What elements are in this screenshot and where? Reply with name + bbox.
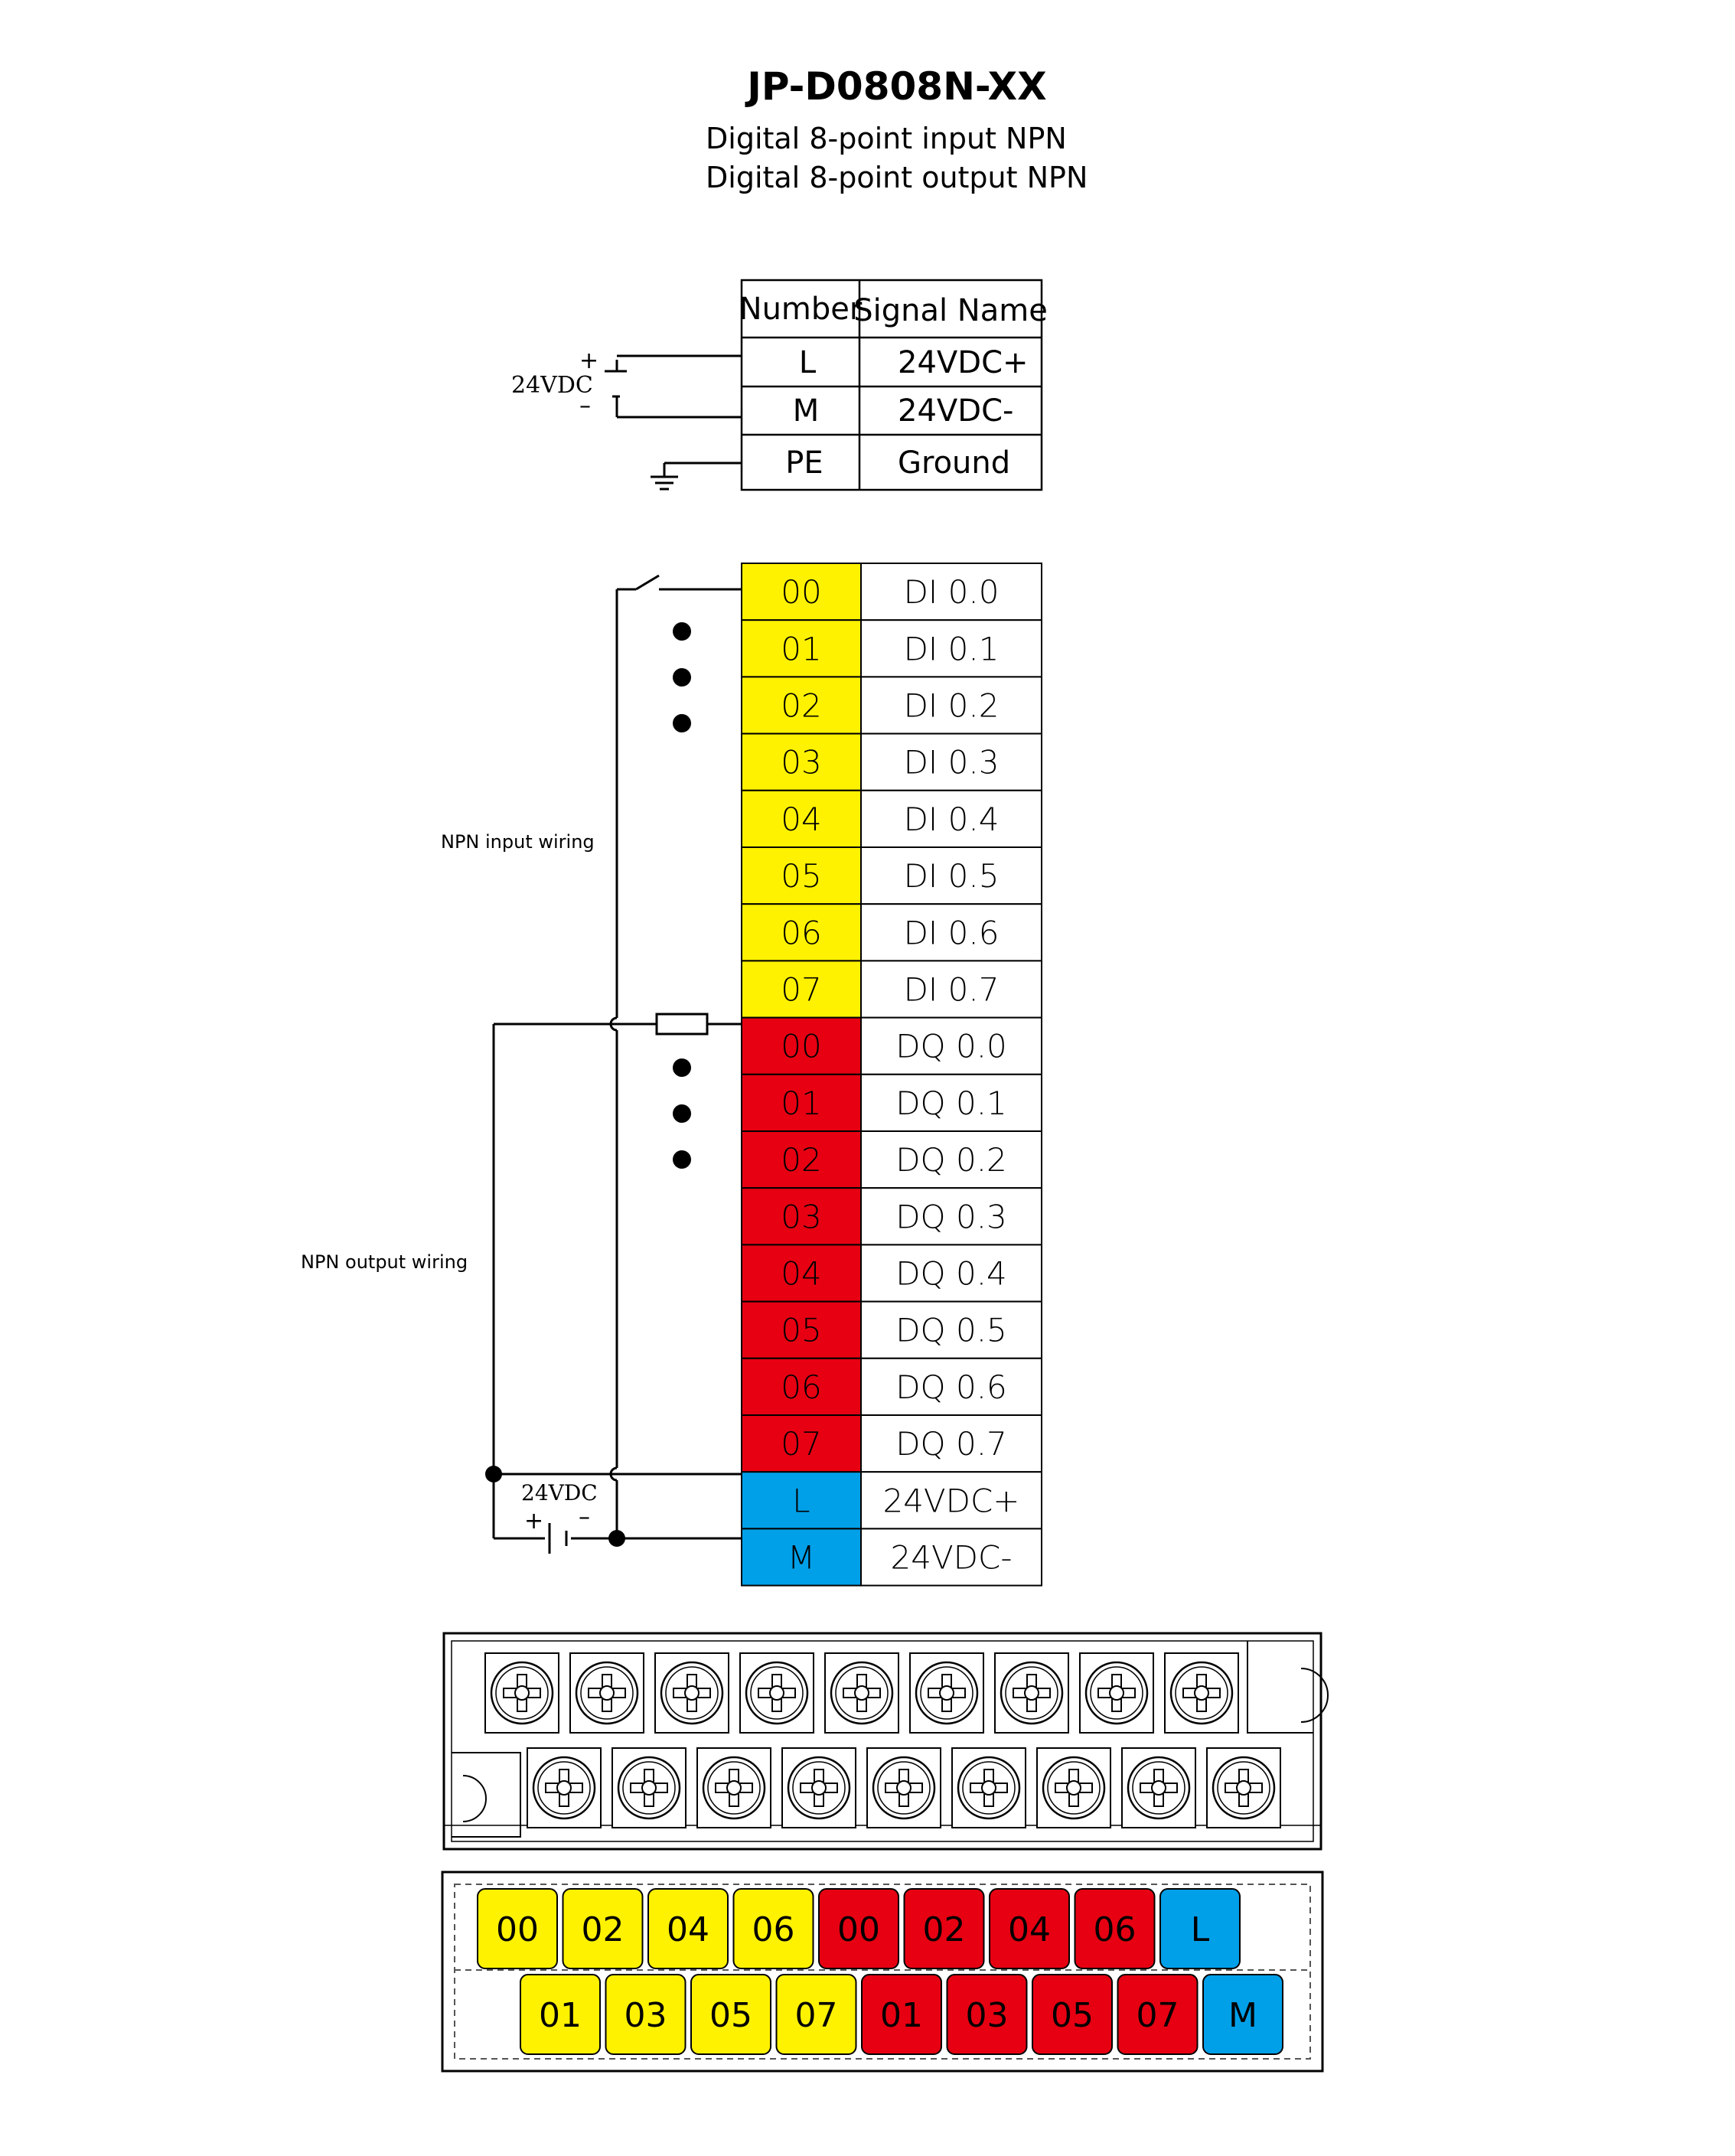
bottom-supply-minus: – xyxy=(579,1504,590,1531)
io-number-input: 05 xyxy=(781,857,822,895)
io-signal-power: 24VDC- xyxy=(890,1538,1013,1577)
io-number-input: 06 xyxy=(781,914,822,952)
io-number-input: 03 xyxy=(781,743,822,781)
label-row-bottom xyxy=(520,1975,1283,2054)
subtitle-input: Digital 8-point input NPN xyxy=(706,122,1067,155)
terminal-block xyxy=(444,1633,1328,1849)
screw-row-top xyxy=(485,1653,1238,1733)
terminal-label-text: 03 xyxy=(965,1996,1009,2035)
io-signal-input: DI 0.5 xyxy=(903,857,1000,895)
label-row-top xyxy=(478,1889,1240,1968)
io-signal-output: DQ 0.1 xyxy=(895,1084,1007,1122)
power-table-number-pe: PE xyxy=(785,445,823,481)
io-table xyxy=(742,563,1042,1586)
screw-terminal-icon xyxy=(1037,1748,1110,1828)
model-title: JP-D0808N-XX xyxy=(747,64,1047,109)
io-number-input: 07 xyxy=(781,970,822,1009)
terminal-label-text: 06 xyxy=(1093,1910,1137,1949)
io-signal-output: DQ 0.6 xyxy=(895,1368,1007,1406)
io-number-output: 06 xyxy=(781,1368,822,1406)
power-table-signal-m: 24VDC- xyxy=(898,393,1014,429)
terminal-label-text: 05 xyxy=(709,1996,752,2035)
io-signal-output: DQ 0.3 xyxy=(895,1198,1007,1236)
screw-terminal-icon xyxy=(612,1748,686,1828)
io-signal-output: DQ 0.4 xyxy=(895,1254,1007,1293)
junction-dot-m xyxy=(608,1530,625,1547)
power-table-signal-l: 24VDC+ xyxy=(898,345,1029,380)
io-signal-input: DI 0.0 xyxy=(903,573,1000,612)
output-ellipsis-dots xyxy=(673,1058,691,1169)
junction-dot-l xyxy=(485,1466,502,1482)
power-table-signal-pe: Ground xyxy=(898,445,1011,481)
screw-terminal-icon xyxy=(1165,1653,1238,1733)
io-number-output: 04 xyxy=(781,1254,822,1293)
io-number-input: 04 xyxy=(781,800,822,838)
terminal-label-text: 07 xyxy=(1136,1996,1179,2035)
terminal-label-text: 01 xyxy=(539,1996,582,2035)
top-supply-plus: + xyxy=(579,347,599,374)
terminal-label-text: 07 xyxy=(794,1996,838,2035)
screw-terminal-icon xyxy=(995,1653,1068,1733)
top-battery-symbol xyxy=(605,356,742,417)
io-number-output: 03 xyxy=(781,1198,822,1236)
terminal-label-text: 02 xyxy=(581,1910,625,1949)
io-number-input: 01 xyxy=(781,630,822,668)
screw-terminal-icon xyxy=(740,1653,814,1733)
power-table-number-l: L xyxy=(798,345,817,380)
terminal-label-text: M xyxy=(1228,1996,1257,2035)
io-signal-input: DI 0.1 xyxy=(903,630,1000,668)
terminal-label-plate xyxy=(442,1872,1322,2071)
npn-input-wiring-label: NPN input wiring xyxy=(441,831,595,853)
io-number-output: 05 xyxy=(781,1311,822,1349)
bottom-supply-label: 24VDC xyxy=(521,1480,598,1505)
bottom-supply-plus: + xyxy=(524,1508,544,1535)
bottom-battery-symbol xyxy=(550,1523,566,1554)
screw-terminal-icon xyxy=(910,1653,983,1733)
io-signal-input: DI 0.3 xyxy=(903,743,1000,781)
terminal-label-text: 01 xyxy=(880,1996,923,2035)
screw-terminal-icon xyxy=(527,1748,601,1828)
screw-terminal-icon xyxy=(655,1653,729,1733)
screw-terminal-icon xyxy=(782,1748,856,1828)
terminal-label-text: L xyxy=(1190,1910,1210,1949)
io-signal-output: DQ 0.7 xyxy=(895,1425,1007,1463)
io-number-power: M xyxy=(787,1538,816,1577)
top-supply-minus: – xyxy=(579,393,591,419)
io-number-power: L xyxy=(792,1482,810,1520)
top-supply-label: 24VDC xyxy=(511,372,593,399)
io-signal-output: DQ 0.5 xyxy=(895,1311,1007,1349)
screw-terminal-icon xyxy=(1207,1748,1280,1828)
screw-terminal-icon xyxy=(1080,1653,1153,1733)
screw-terminal-icon xyxy=(952,1748,1026,1828)
wiring-lines xyxy=(494,576,742,1538)
npn-output-wiring-label: NPN output wiring xyxy=(301,1251,468,1273)
terminal-label-text: 00 xyxy=(496,1910,539,1949)
power-table-number-m: M xyxy=(792,393,820,429)
subtitle-output: Digital 8-point output NPN xyxy=(706,161,1088,194)
io-number-output: 01 xyxy=(781,1084,822,1122)
screw-terminal-icon xyxy=(485,1653,559,1733)
io-number-input: 00 xyxy=(781,573,822,612)
screw-terminal-icon xyxy=(867,1748,941,1828)
terminal-label-text: 04 xyxy=(667,1910,709,1949)
input-ellipsis-dots xyxy=(673,622,691,732)
power-table-header-signal: Signal Name xyxy=(853,293,1048,328)
power-table-header-number: Number xyxy=(739,292,863,327)
terminal-label-text: 00 xyxy=(837,1910,880,1949)
io-number-output: 02 xyxy=(781,1141,822,1179)
terminal-label-text: 06 xyxy=(752,1910,795,1949)
load-resistor-icon xyxy=(657,1014,707,1034)
io-signal-input: DI 0.7 xyxy=(903,970,1000,1009)
io-signal-power: 24VDC+ xyxy=(882,1482,1020,1520)
terminal-label-text: 03 xyxy=(624,1996,667,2035)
terminal-label-text: 02 xyxy=(922,1910,966,1949)
io-number-output: 00 xyxy=(781,1027,822,1065)
io-signal-input: DI 0.4 xyxy=(903,800,1000,838)
screw-terminal-icon xyxy=(825,1653,898,1733)
screw-terminal-icon xyxy=(1122,1748,1195,1828)
io-signal-input: DI 0.6 xyxy=(903,914,1000,952)
screw-terminal-icon xyxy=(570,1653,644,1733)
screw-row-bottom xyxy=(527,1748,1280,1828)
io-signal-output: DQ 0.0 xyxy=(895,1027,1007,1065)
io-signal-output: DQ 0.2 xyxy=(895,1141,1007,1179)
screw-terminal-icon xyxy=(697,1748,771,1828)
io-number-output: 07 xyxy=(781,1425,822,1463)
terminal-label-text: 05 xyxy=(1051,1996,1094,2035)
terminal-label-text: 04 xyxy=(1008,1910,1051,1949)
io-signal-input: DI 0.2 xyxy=(903,687,1000,725)
io-number-input: 02 xyxy=(781,687,822,725)
ground-icon xyxy=(651,463,742,489)
